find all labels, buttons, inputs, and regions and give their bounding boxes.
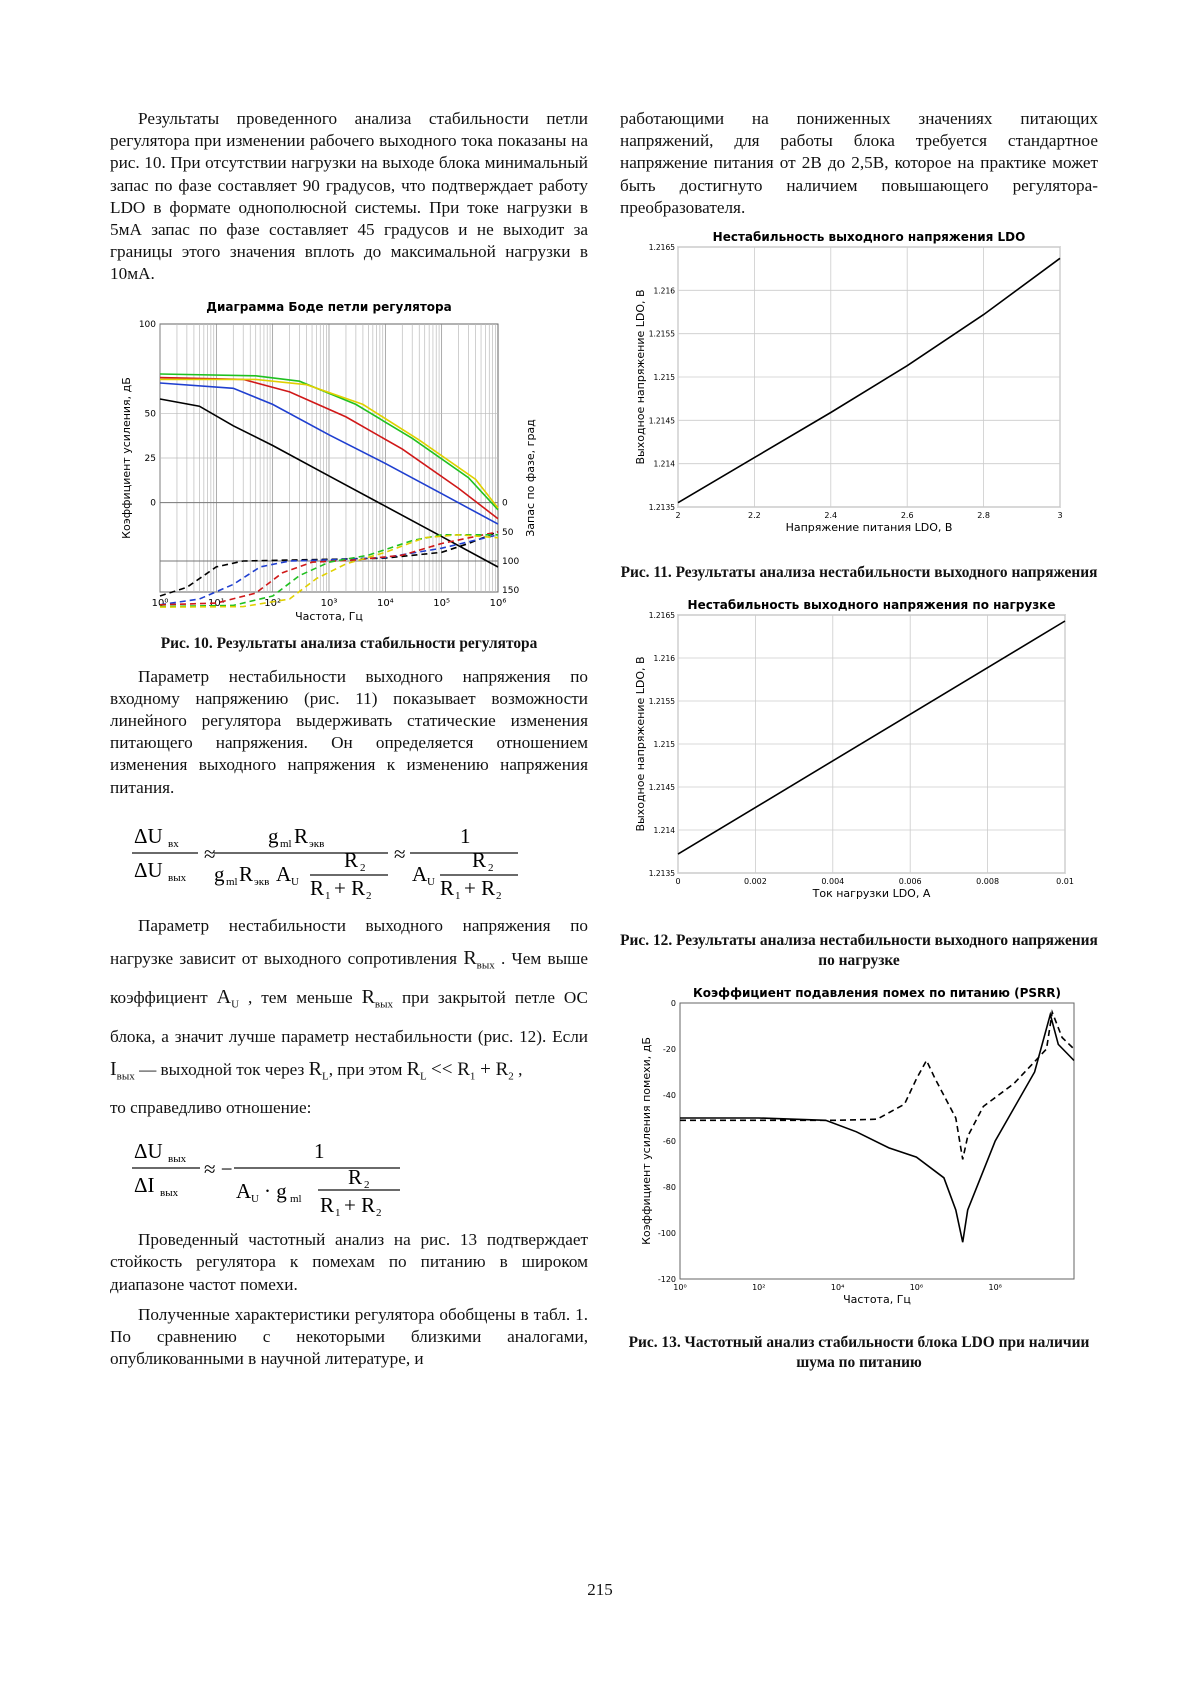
svg-text:≈ −: ≈ − — [204, 1157, 233, 1182]
svg-text:экв: экв — [254, 875, 270, 888]
svg-text:U: U — [291, 875, 299, 888]
x-axis-label: Ток нагрузки LDO, А — [812, 887, 931, 901]
x-tick-label: 10² — [264, 597, 282, 609]
svg-text:g: g — [214, 861, 225, 886]
y-tick-label: 1.2145 — [648, 416, 675, 426]
left-column — [110, 108, 588, 1378]
paragraph: Полученные характеристики регулятора обобщены в табл. 1. По сравнению с некоторыми близкими аналогами, опубликованными в научной литературе, и — [110, 1304, 588, 1369]
x-tick-label: 10⁴ — [830, 1283, 845, 1293]
y-tick-label: 1.214 — [653, 826, 675, 836]
y-tick-label: 1.2135 — [648, 869, 675, 879]
equation-1 — [110, 807, 588, 904]
y-tick-label: 25 — [144, 453, 156, 464]
y-tick-label: 1.2165 — [648, 611, 675, 621]
svg-text:ΔI: ΔI — [134, 1173, 155, 1198]
y2-tick-label: 0 — [502, 498, 508, 509]
svg-text:R: R — [344, 847, 359, 872]
y-tick-label: 1.2145 — [648, 783, 675, 793]
y-tick-label: 1.214 — [653, 459, 675, 469]
x-tick-label: 10⁵ — [433, 597, 451, 609]
x-tick-label: 10³ — [320, 597, 338, 609]
x-tick-label: 10⁰ — [151, 597, 169, 609]
svg-text:2: 2 — [376, 1207, 382, 1217]
chart-title: Нестабильность выходного напряжения по нагрузке — [687, 598, 1056, 613]
svg-text:R: R — [310, 875, 325, 899]
svg-text:R: R — [239, 861, 254, 886]
plot-area — [680, 1003, 1074, 1279]
svg-text:· g: · g — [264, 1179, 287, 1204]
svg-text:1: 1 — [325, 889, 331, 899]
x-tick-label: 0.01 — [1056, 877, 1074, 887]
x-tick-label: 10⁴ — [376, 597, 394, 609]
paragraph: Параметр нестабильности выходного напряжения по нагрузке зависит от выходного сопротивления $R_{вых}$ . Чем выше коэффициент $A_U$ , тем меньше $R_{вых}$ при закрытой петле ОС блока, а значит лучше параметр нестабильности (рис. 12). Если $I_{вых}$ — выходной ток через $R_L$, при этом $R_L << R_1 + R_2$ , то справедливо отношение: — [110, 915, 588, 1118]
x-tick-label: 10⁸ — [988, 1283, 1002, 1293]
y-tick-label: 1.2135 — [648, 503, 675, 513]
y2-axis-label: Запас по фазе, град — [524, 418, 537, 537]
svg-text:вых: вых — [168, 1153, 187, 1166]
svg-text:1: 1 — [460, 823, 471, 848]
x-tick-label: 0.006 — [898, 877, 922, 887]
svg-text:ΔU: ΔU — [134, 1139, 163, 1164]
figure-caption: Рис. 13. Частотный анализ стабильности блока LDO при наличии шума по питанию — [628, 1334, 1090, 1372]
y-axis-label: Коэффициент усиления помехи, дБ — [640, 1037, 653, 1245]
y-tick-label: 0 — [150, 498, 156, 509]
svg-text:R: R — [472, 847, 487, 872]
svg-text:2: 2 — [360, 861, 366, 874]
x-axis-label: Частота, Гц — [295, 609, 363, 623]
chart-title: Диаграмма Боде петли регулятора — [206, 299, 452, 314]
svg-text:вх: вх — [168, 837, 179, 850]
svg-text:вых: вых — [160, 1187, 179, 1200]
x-tick-label: 0.002 — [743, 877, 767, 887]
svg-text:1: 1 — [335, 1207, 341, 1217]
svg-text:ΔU: ΔU — [134, 857, 163, 882]
x-tick-label: 0 — [675, 877, 681, 887]
line-chart-input-voltage — [620, 227, 1098, 559]
x-tick-label: 2.4 — [824, 511, 838, 521]
y-tick-label: 0 — [670, 999, 676, 1009]
svg-text:2: 2 — [364, 1179, 370, 1192]
paragraph: Результаты проведенного анализа стабильности петли регулятора при изменении рабочего выходного тока показаны на рис. 10. При отсутствии нагрузки на выходе блока минимальный запас по фазе составляет 90 градусов, что подтверждает работу LDO в формате однополюсной системы. При токе нагрузки в 5мА запас по фазе составляет 45 градусов и не выходит за границы этого значения вплоть до максимальной нагрузки в 10мА. — [110, 109, 588, 284]
y-axis-label: Выходное напряжение LDO, В — [634, 289, 647, 465]
svg-text:+ R: + R — [334, 875, 366, 899]
y-tick-label: 1.216 — [653, 286, 675, 296]
svg-text:g: g — [268, 823, 279, 848]
x-tick-label: 10⁶ — [909, 1283, 924, 1293]
x-tick-label: 2.2 — [748, 511, 761, 521]
y-tick-label: 1.2165 — [648, 243, 675, 253]
svg-text:ΔU: ΔU — [134, 823, 163, 848]
svg-text:R: R — [348, 1165, 363, 1190]
y2-tick-label: 100 — [502, 556, 520, 567]
figure-caption: Рис. 10. Результаты анализа стабильности регулятора — [160, 634, 538, 652]
psrr-chart — [620, 983, 1098, 1323]
svg-text:U: U — [251, 1193, 259, 1206]
x-tick-label: 3 — [1057, 511, 1063, 521]
x-tick-label: 2.8 — [977, 511, 990, 521]
paragraph: Параметр нестабильности выходного напряжения по входному напряжению (рис. 11) показывает возможности линейного регулятора выдерживать статические изменения питающего напряжения. Он определяется отношением изменения выходного напряжения к изменению напряжения питания. — [110, 666, 588, 797]
x-tick-label: 10¹ — [207, 597, 225, 609]
svg-text:A: A — [412, 861, 428, 886]
line-chart-load-current — [620, 595, 1098, 925]
y-tick-label: 1.2155 — [648, 329, 675, 339]
figure-12 — [620, 595, 1098, 925]
y-tick-label: -100 — [657, 1229, 676, 1239]
chart-title: Нестабильность выходного напряжения LDO — [712, 230, 1026, 245]
svg-text:ml: ml — [226, 875, 238, 888]
x-axis-label: Напряжение питания LDO, В — [785, 521, 953, 535]
x-axis-label: Частота, Гц — [843, 1293, 911, 1307]
figure-13 — [620, 983, 1098, 1323]
svg-text:экв: экв — [309, 837, 325, 850]
equation-2 — [110, 1128, 588, 1221]
x-tick-label: 2.6 — [900, 511, 914, 521]
y-tick-label: 1.215 — [653, 740, 675, 750]
x-tick-label: 10² — [752, 1283, 766, 1293]
y-tick-label: -40 — [662, 1091, 676, 1101]
y-tick-label: 1.215 — [653, 373, 675, 383]
svg-text:2: 2 — [496, 889, 502, 899]
figure-caption: Рис. 11. Результаты анализа нестабильности выходного напряжения — [620, 564, 1098, 582]
x-tick-label: 0.008 — [976, 877, 1000, 887]
figure-11 — [620, 227, 1098, 559]
svg-text:R: R — [294, 823, 309, 848]
x-tick-label: 10⁶ — [489, 597, 507, 609]
y-tick-label: 1.216 — [653, 654, 675, 664]
svg-text:U: U — [427, 875, 435, 888]
y2-tick-label: 50 — [502, 527, 514, 538]
y-tick-label: -120 — [657, 1275, 676, 1285]
x-tick-label: 0.004 — [821, 877, 845, 887]
svg-text:+ R: + R — [344, 1193, 376, 1217]
paragraph: работающими на пониженных значениях питающих напряжений, для работы блока требуется стандартное напряжение питания от 2В до 2,5В, которое на практике может быть достигнуто наличием повышающего регулятора-преобразователя. — [620, 109, 1098, 217]
svg-text:2: 2 — [366, 889, 372, 899]
svg-text:≈: ≈ — [204, 841, 216, 866]
y2-tick-label: 150 — [502, 585, 520, 596]
y-axis-label: Коэффициент усиления, дБ — [120, 376, 133, 539]
y-tick-label: -20 — [662, 1045, 676, 1055]
svg-text:1: 1 — [314, 1139, 325, 1164]
y-tick-label: 1.2155 — [648, 697, 675, 707]
y-tick-label: -80 — [662, 1183, 676, 1193]
svg-text:R: R — [440, 875, 455, 899]
svg-text:+ R: + R — [464, 875, 496, 899]
x-tick-label: 10⁰ — [673, 1283, 687, 1293]
svg-text:A: A — [236, 1179, 252, 1204]
svg-text:2: 2 — [488, 861, 494, 874]
figure-10 — [110, 294, 588, 624]
y-axis-label: Выходное напряжение LDO, В — [634, 656, 647, 832]
y-tick-label: 100 — [138, 319, 156, 330]
figure-caption: Рис. 12. Результаты анализа нестабильности выходного напряжения по нагрузке — [620, 932, 1098, 970]
x-tick-label: 2 — [675, 511, 681, 521]
bode-chart — [110, 294, 588, 624]
chart-title: Коэффициент подавления помех по питанию (PSRR) — [693, 986, 1061, 1001]
svg-text:вых: вых — [168, 871, 187, 884]
svg-text:ml: ml — [280, 837, 292, 850]
svg-text:ml: ml — [290, 1193, 302, 1206]
paragraph: Проведенный частотный анализ на рис. 13 подтверждает стойкость регулятора к помехам по питанию в широком диапазоне частот помехи. — [110, 1230, 588, 1294]
page-number: 215 — [587, 1580, 613, 1599]
y-tick-label: 50 — [144, 408, 156, 419]
svg-text:A: A — [276, 861, 292, 886]
right-column — [620, 108, 1098, 1373]
svg-text:R: R — [320, 1193, 335, 1217]
svg-text:≈: ≈ — [394, 841, 406, 866]
svg-text:1: 1 — [455, 889, 461, 899]
y-tick-label: -60 — [662, 1137, 676, 1147]
